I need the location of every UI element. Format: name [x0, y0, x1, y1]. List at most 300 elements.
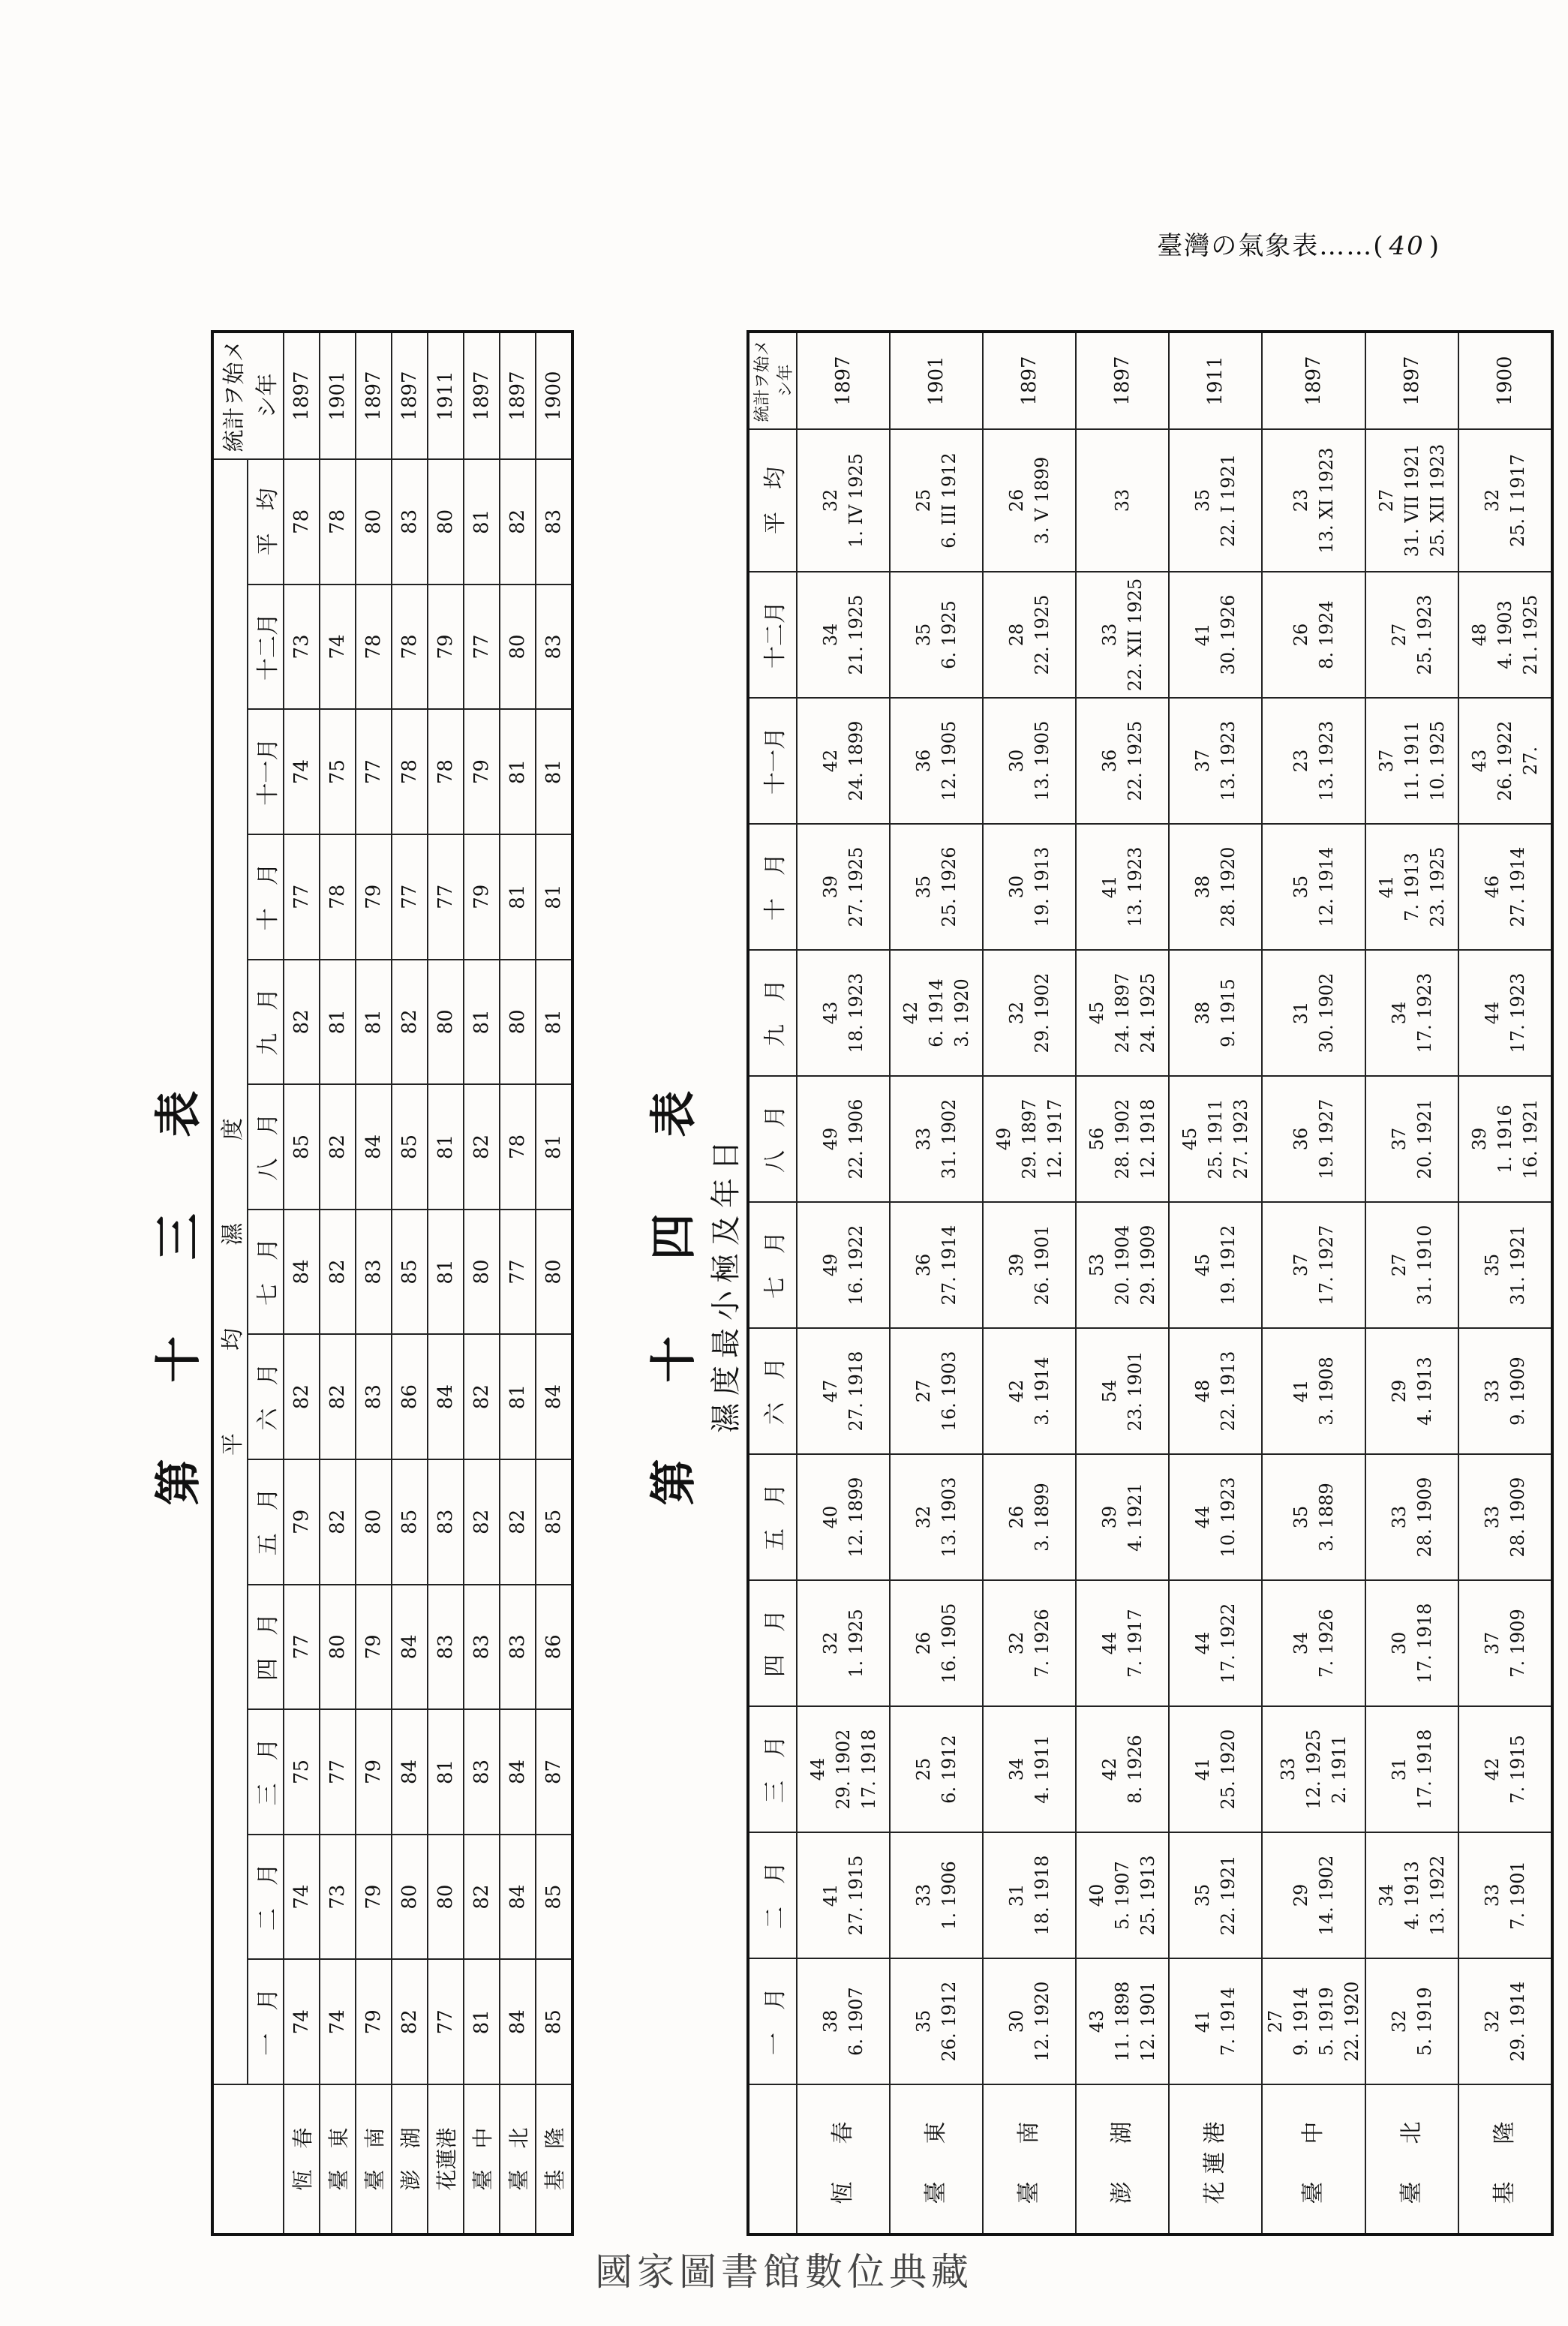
humidity-value: 81 — [500, 1334, 536, 1459]
table13-since-header: 統計ヲ始メシ年 — [212, 332, 284, 459]
humidity-value: 79 — [356, 834, 392, 960]
header-text: 臺灣の氣象表……( — [1157, 231, 1385, 261]
humidity-value: 77 — [500, 1210, 536, 1335]
since-year: 1897 — [392, 332, 428, 459]
humidity-value: 81 — [500, 709, 536, 834]
min-humidity-cell: 33 31. 1902 — [890, 1076, 983, 1202]
min-humidity-cell: 33 28. 1909 — [1458, 1454, 1552, 1580]
humidity-value: 78 — [284, 459, 320, 585]
humidity-value: 80 — [428, 459, 464, 585]
min-humidity-cell: 41 13. 1923 — [1076, 824, 1169, 950]
min-humidity-cell: 30 13. 1905 — [983, 698, 1076, 824]
min-humidity-cell: 36 22. 1925 — [1076, 698, 1169, 824]
humidity-value: 80 — [464, 1210, 500, 1335]
page-number: 40 — [1389, 231, 1425, 261]
table-row — [284, 332, 320, 2234]
humidity-value: 83 — [536, 459, 572, 585]
humidity-value: 85 — [284, 1084, 320, 1210]
min-humidity-cell: 37 20. 1921 — [1365, 1076, 1458, 1202]
table14-corner — [748, 2084, 797, 2234]
since-year: 1900 — [536, 332, 572, 459]
min-humidity-cell: 42 8. 1926 — [1076, 1706, 1169, 1832]
humidity-value: 85 — [392, 1210, 428, 1335]
humidity-value: 78 — [500, 1084, 536, 1210]
humidity-value: 79 — [356, 1709, 392, 1835]
min-humidity-cell: 30 12. 1920 — [983, 1958, 1076, 2084]
table-row — [428, 332, 464, 2234]
table13-body — [284, 332, 572, 2234]
station-name: 臺 北 — [500, 2084, 536, 2234]
table14-header-row — [748, 332, 797, 2234]
humidity-value: 77 — [356, 709, 392, 834]
min-humidity-cell: 44 10. 1923 — [1169, 1454, 1262, 1580]
humidity-value: 80 — [428, 1835, 464, 1960]
min-humidity-cell: 36 19. 1927 — [1262, 1076, 1365, 1202]
humidity-value: 80 — [392, 1835, 428, 1960]
table13-section — [146, 330, 581, 2236]
humidity-value: 83 — [500, 1585, 536, 1710]
min-humidity-cell: 42 7. 1915 — [1458, 1706, 1552, 1832]
min-humidity-cell: 26 3. 1899 — [983, 1454, 1076, 1580]
humidity-value: 83 — [464, 1585, 500, 1710]
min-humidity-cell: 45 25. 1911 27. 1923 — [1169, 1076, 1262, 1202]
humidity-value: 78 — [392, 709, 428, 834]
humidity-value: 82 — [320, 1334, 356, 1459]
min-humidity-cell: 31 17. 1918 — [1365, 1706, 1458, 1832]
min-humidity-cell: 32 29. 1914 — [1458, 1958, 1552, 2084]
since-year: 1901 — [890, 332, 983, 429]
min-humidity-cell: 44 17. 1922 — [1169, 1580, 1262, 1706]
table14-month-header: 十 月 — [748, 824, 797, 950]
station-name: 恆 春 — [284, 2084, 320, 2234]
table13-month-header: 一 月 — [248, 1959, 284, 2084]
table13-month-header: 八 月 — [248, 1084, 284, 1210]
table13-month-header: 九 月 — [248, 960, 284, 1085]
min-humidity-cell: 36 27. 1914 — [890, 1202, 983, 1328]
min-humidity-cell: 48 22. 1913 — [1169, 1328, 1262, 1454]
table-row — [1458, 332, 1552, 2234]
humidity-value: 82 — [464, 1334, 500, 1459]
table14-month-header: 四 月 — [748, 1580, 797, 1706]
min-humidity-cell: 34 17. 1923 — [1365, 950, 1458, 1076]
min-humidity-cell: 54 23. 1901 — [1076, 1328, 1169, 1454]
since-year: 1897 — [284, 332, 320, 459]
min-humidity-cell: 39 27. 1925 — [797, 824, 890, 950]
humidity-value: 84 — [500, 1959, 536, 2084]
table-row — [1365, 332, 1458, 2234]
humidity-value: 84 — [500, 1835, 536, 1960]
table14-section — [641, 330, 1541, 2236]
humidity-value: 81 — [500, 834, 536, 960]
humidity-value: 77 — [428, 1959, 464, 2084]
humidity-value: 82 — [464, 1459, 500, 1585]
humidity-value: 77 — [284, 834, 320, 960]
humidity-value: 80 — [500, 960, 536, 1085]
humidity-value: 85 — [392, 1459, 428, 1585]
table14-month-header: 八 月 — [748, 1076, 797, 1202]
humidity-value: 78 — [320, 834, 356, 960]
table-row — [1262, 332, 1365, 2234]
min-humidity-cell: 25 6. III 1912 — [890, 429, 983, 572]
min-humidity-cell: 23 13. 1923 — [1262, 698, 1365, 824]
humidity-value: 74 — [284, 1835, 320, 1960]
since-year: 1911 — [428, 332, 464, 459]
table-row — [536, 332, 572, 2234]
humidity-value: 81 — [428, 1084, 464, 1210]
min-humidity-cell: 42 24. 1899 — [797, 698, 890, 824]
station-name: 基 隆 — [536, 2084, 572, 2234]
humidity-value: 86 — [392, 1334, 428, 1459]
table13-group-header: 平 均 濕 度 — [212, 459, 248, 2084]
table13-title: 第 十 三 表 — [151, 1060, 206, 1506]
min-humidity-cell: 30 19. 1913 — [983, 824, 1076, 950]
min-humidity-cell: 49 22. 1906 — [797, 1076, 890, 1202]
table13 — [211, 330, 574, 2236]
humidity-value: 81 — [464, 1959, 500, 2084]
since-year: 1911 — [1169, 332, 1262, 429]
humidity-value: 84 — [392, 1709, 428, 1835]
table13-month-header: 七 月 — [248, 1210, 284, 1335]
min-humidity-cell: 27 16. 1903 — [890, 1328, 983, 1454]
min-humidity-cell: 44 7. 1917 — [1076, 1580, 1169, 1706]
humidity-value: 87 — [536, 1709, 572, 1835]
min-humidity-cell: 26 8. 1924 — [1262, 572, 1365, 698]
table14-subtitle: 濕度最小極及年日 — [709, 1133, 743, 1433]
table-row — [320, 332, 356, 2234]
table14-month-header: 十一月 — [748, 698, 797, 824]
humidity-value: 85 — [536, 1959, 572, 2084]
min-humidity-cell: 49 16. 1922 — [797, 1202, 890, 1328]
table14-title: 第 十 四 表 — [646, 1060, 701, 1506]
humidity-value: 75 — [284, 1709, 320, 1835]
min-humidity-cell: 49 29. 1897 12. 1917 — [983, 1076, 1076, 1202]
station-name: 澎 湖 — [392, 2084, 428, 2234]
station-name: 臺 中 — [1262, 2084, 1365, 2234]
since-year: 1897 — [1076, 332, 1169, 429]
humidity-value: 73 — [284, 585, 320, 710]
min-humidity-cell: 39 26. 1901 — [983, 1202, 1076, 1328]
humidity-value: 81 — [320, 960, 356, 1085]
station-name: 臺 北 — [1365, 2084, 1458, 2234]
min-humidity-cell: 41 7. 1914 — [1169, 1958, 1262, 2084]
humidity-value: 86 — [536, 1585, 572, 1710]
table-row — [890, 332, 983, 2234]
min-humidity-cell: 26 16. 1905 — [890, 1580, 983, 1706]
table14-month-header: 七 月 — [748, 1202, 797, 1328]
min-humidity-cell: 29 14. 1902 — [1262, 1832, 1365, 1958]
humidity-value: 83 — [428, 1459, 464, 1585]
station-name: 基 隆 — [1458, 2084, 1552, 2234]
table-row — [500, 332, 536, 2234]
humidity-value: 82 — [284, 960, 320, 1085]
min-humidity-cell: 27 9. 1914 5. 1919 22. 1920 — [1262, 1958, 1365, 2084]
min-humidity-cell: 31 30. 1902 — [1262, 950, 1365, 1076]
humidity-value: 81 — [536, 960, 572, 1085]
page-header — [1157, 225, 1440, 262]
min-humidity-cell: 38 9. 1915 — [1169, 950, 1262, 1076]
min-humidity-cell: 32 7. 1926 — [983, 1580, 1076, 1706]
table14-month-header: 三 月 — [748, 1706, 797, 1832]
since-year: 1897 — [464, 332, 500, 459]
humidity-value: 82 — [392, 1959, 428, 2084]
min-humidity-cell: 48 4. 1903 21. 1925 — [1458, 572, 1552, 698]
min-humidity-cell: 31 18. 1918 — [983, 1832, 1076, 1958]
humidity-value: 77 — [284, 1585, 320, 1710]
min-humidity-cell: 39 4. 1921 — [1076, 1454, 1169, 1580]
min-humidity-cell: 27 25. 1923 — [1365, 572, 1458, 698]
humidity-value: 80 — [428, 960, 464, 1085]
min-humidity-cell: 41 7. 1913 23. 1925 — [1365, 824, 1458, 950]
humidity-value: 83 — [356, 1210, 392, 1335]
humidity-value: 81 — [428, 1709, 464, 1835]
table-row — [464, 332, 500, 2234]
min-humidity-cell: 35 22. 1921 — [1169, 1832, 1262, 1958]
humidity-value: 81 — [464, 459, 500, 585]
min-humidity-cell: 56 28. 1902 12. 1918 — [1076, 1076, 1169, 1202]
station-name: 恆 春 — [797, 2084, 890, 2234]
min-humidity-cell: 38 6. 1907 — [797, 1958, 890, 2084]
min-humidity-cell: 47 27. 1918 — [797, 1328, 890, 1454]
station-name: 花蓮港 — [1169, 2084, 1262, 2234]
humidity-value: 81 — [536, 834, 572, 960]
min-humidity-cell: 35 25. 1926 — [890, 824, 983, 950]
since-year: 1897 — [797, 332, 890, 429]
humidity-value: 74 — [284, 1959, 320, 2084]
humidity-value: 85 — [536, 1835, 572, 1960]
humidity-value: 81 — [428, 1210, 464, 1335]
table-row — [356, 332, 392, 2234]
table13-month-header: 十二月 — [248, 585, 284, 710]
min-humidity-cell: 43 26. 1922 27. — [1458, 698, 1552, 824]
humidity-value: 82 — [320, 1459, 356, 1585]
humidity-value: 83 — [536, 585, 572, 710]
table13-month-header: 三 月 — [248, 1709, 284, 1835]
humidity-value: 78 — [356, 585, 392, 710]
min-humidity-cell: 29 4. 1913 — [1365, 1328, 1458, 1454]
min-humidity-cell: 37 7. 1909 — [1458, 1580, 1552, 1706]
table14-month-header: 五 月 — [748, 1454, 797, 1580]
min-humidity-cell: 35 6. 1925 — [890, 572, 983, 698]
since-year: 1901 — [320, 332, 356, 459]
min-humidity-cell: 46 27. 1914 — [1458, 824, 1552, 950]
humidity-value: 78 — [428, 709, 464, 834]
table13-month-header: 十一月 — [248, 709, 284, 834]
since-year: 1897 — [1262, 332, 1365, 429]
humidity-value: 74 — [320, 1959, 356, 2084]
min-humidity-cell: 32 1. IV 1925 — [797, 429, 890, 572]
min-humidity-cell: 33 22. XII 1925 — [1076, 572, 1169, 698]
humidity-value: 82 — [500, 459, 536, 585]
station-name: 臺 東 — [320, 2084, 356, 2234]
min-humidity-cell: 34 7. 1926 — [1262, 1580, 1365, 1706]
humidity-value: 77 — [392, 834, 428, 960]
table13-month-header: 六 月 — [248, 1334, 284, 1459]
min-humidity-cell: 33 1. 1906 — [890, 1832, 983, 1958]
humidity-value: 79 — [464, 709, 500, 834]
min-humidity-cell: 40 12. 1899 — [797, 1454, 890, 1580]
table14-since-header: 統計ヲ始メシ年 — [748, 332, 797, 429]
min-humidity-cell: 37 13. 1923 — [1169, 698, 1262, 824]
min-humidity-cell: 38 28. 1920 — [1169, 824, 1262, 950]
min-humidity-cell: 41 27. 1915 — [797, 1832, 890, 1958]
min-humidity-cell: 42 6. 1914 3. 1920 — [890, 950, 983, 1076]
min-humidity-cell: 28 22. 1925 — [983, 572, 1076, 698]
min-humidity-cell: 30 17. 1918 — [1365, 1580, 1458, 1706]
min-humidity-cell: 36 12. 1905 — [890, 698, 983, 824]
since-year: 1897 — [500, 332, 536, 459]
min-humidity-cell: 33 7. 1901 — [1458, 1832, 1552, 1958]
min-humidity-cell: 42 3. 1914 — [983, 1328, 1076, 1454]
humidity-value: 78 — [320, 459, 356, 585]
station-name: 臺 南 — [983, 2084, 1076, 2234]
humidity-value: 73 — [320, 1835, 356, 1960]
humidity-value: 82 — [284, 1334, 320, 1459]
station-name: 臺 中 — [464, 2084, 500, 2234]
min-humidity-cell: 32 29. 1902 — [983, 950, 1076, 1076]
humidity-value: 82 — [392, 960, 428, 1085]
min-humidity-cell: 37 17. 1927 — [1262, 1202, 1365, 1328]
humidity-value: 82 — [320, 1210, 356, 1335]
table-row — [392, 332, 428, 2234]
min-humidity-cell: 39 1. 1916 16. 1921 — [1458, 1076, 1552, 1202]
table13-corner — [212, 2084, 284, 2234]
min-humidity-cell: 35 12. 1914 — [1262, 824, 1365, 950]
watermark-footer: 國家圖書館數位典藏 — [595, 2250, 973, 2294]
humidity-value: 78 — [392, 585, 428, 710]
humidity-value: 74 — [320, 585, 356, 710]
humidity-value: 80 — [500, 585, 536, 710]
min-humidity-cell: 43 18. 1923 — [797, 950, 890, 1076]
humidity-value: 77 — [428, 834, 464, 960]
table14-month-header: 一 月 — [748, 1958, 797, 2084]
humidity-value: 82 — [320, 1084, 356, 1210]
table13-month-row — [248, 332, 284, 2234]
humidity-value: 82 — [500, 1459, 536, 1585]
min-humidity-cell: 35 31. 1921 — [1458, 1202, 1552, 1328]
min-humidity-cell: 44 29. 1902 17. 1918 — [797, 1706, 890, 1832]
station-name: 花蓮港 — [428, 2084, 464, 2234]
since-year: 1897 — [1365, 332, 1458, 429]
min-humidity-cell: 26 3. V 1899 — [983, 429, 1076, 572]
table13-month-header: 十 月 — [248, 834, 284, 960]
min-humidity-cell: 41 30. 1926 — [1169, 572, 1262, 698]
humidity-value: 81 — [464, 960, 500, 1085]
humidity-value: 81 — [536, 1084, 572, 1210]
humidity-value: 79 — [428, 585, 464, 710]
humidity-value: 85 — [536, 1459, 572, 1585]
humidity-value: 83 — [428, 1585, 464, 1710]
min-humidity-cell: 37 11. 1911 10. 1925 — [1365, 698, 1458, 824]
humidity-value: 83 — [464, 1709, 500, 1835]
humidity-value: 79 — [284, 1459, 320, 1585]
min-humidity-cell: 33 12. 1925 2. 1911 — [1262, 1706, 1365, 1832]
station-name: 臺 東 — [890, 2084, 983, 2234]
table14-month-header: 二 月 — [748, 1832, 797, 1958]
min-humidity-cell: 27 31. 1910 — [1365, 1202, 1458, 1328]
humidity-value: 84 — [392, 1585, 428, 1710]
min-humidity-cell: 32 25. I 1917 — [1458, 429, 1552, 572]
humidity-value: 79 — [356, 1835, 392, 1960]
table-row — [983, 332, 1076, 2234]
min-humidity-cell: 33 28. 1909 — [1365, 1454, 1458, 1580]
humidity-value: 84 — [500, 1709, 536, 1835]
since-year: 1897 — [983, 332, 1076, 429]
humidity-value: 81 — [356, 960, 392, 1085]
min-humidity-cell: 23 13. XI 1923 — [1262, 429, 1365, 572]
min-humidity-cell: 32 1. 1925 — [797, 1580, 890, 1706]
table14-month-header: 平 均 — [748, 429, 797, 572]
humidity-value: 79 — [356, 1585, 392, 1710]
humidity-value: 80 — [356, 459, 392, 585]
table13-month-header: 二 月 — [248, 1835, 284, 1960]
min-humidity-cell: 34 4. 1911 — [983, 1706, 1076, 1832]
since-year: 1897 — [356, 332, 392, 459]
humidity-value: 75 — [320, 709, 356, 834]
min-humidity-cell: 53 20. 1904 29. 1909 — [1076, 1202, 1169, 1328]
humidity-value: 77 — [464, 585, 500, 710]
table14-month-header: 六 月 — [748, 1328, 797, 1454]
humidity-value: 84 — [356, 1084, 392, 1210]
humidity-value: 82 — [464, 1835, 500, 1960]
table13-month-header: 五 月 — [248, 1459, 284, 1585]
humidity-value: 84 — [428, 1334, 464, 1459]
rotated-content — [146, 330, 1541, 2236]
humidity-value: 83 — [356, 1334, 392, 1459]
min-humidity-cell: 41 25. 1920 — [1169, 1706, 1262, 1832]
table-row — [1076, 332, 1169, 2234]
min-humidity-cell: 32 13. 1903 — [890, 1454, 983, 1580]
humidity-value: 79 — [356, 1959, 392, 2084]
min-humidity-cell: 33 — [1076, 429, 1169, 572]
min-humidity-cell: 35 26. 1912 — [890, 1958, 983, 2084]
table14-body — [797, 332, 1552, 2234]
humidity-value: 84 — [536, 1334, 572, 1459]
humidity-value: 77 — [320, 1709, 356, 1835]
table14-month-header: 十二月 — [748, 572, 797, 698]
humidity-value: 74 — [284, 709, 320, 834]
humidity-value: 85 — [392, 1084, 428, 1210]
station-name: 澎 湖 — [1076, 2084, 1169, 2234]
min-humidity-cell: 34 4. 1913 13. 1922 — [1365, 1832, 1458, 1958]
min-humidity-cell: 33 9. 1909 — [1458, 1328, 1552, 1454]
min-humidity-cell: 44 17. 1923 — [1458, 950, 1552, 1076]
table13-month-header: 平 均 — [248, 459, 284, 585]
humidity-value: 82 — [464, 1084, 500, 1210]
min-humidity-cell: 25 6. 1912 — [890, 1706, 983, 1832]
humidity-value: 80 — [320, 1585, 356, 1710]
min-humidity-cell: 35 22. I 1921 — [1169, 429, 1262, 572]
header-close: ) — [1428, 231, 1440, 261]
table-row — [1169, 332, 1262, 2234]
min-humidity-cell: 32 5. 1919 — [1365, 1958, 1458, 2084]
min-humidity-cell: 27 31. VII 1921 25. XII 1923 — [1365, 429, 1458, 572]
table14-month-header: 九 月 — [748, 950, 797, 1076]
min-humidity-cell: 43 11. 1898 12. 1901 — [1076, 1958, 1169, 2084]
min-humidity-cell: 45 24. 1897 24. 1925 — [1076, 950, 1169, 1076]
humidity-value: 84 — [284, 1210, 320, 1335]
min-humidity-cell: 41 3. 1908 — [1262, 1328, 1365, 1454]
humidity-value: 79 — [464, 834, 500, 960]
table-row — [797, 332, 890, 2234]
humidity-value: 80 — [356, 1459, 392, 1585]
humidity-value: 81 — [536, 709, 572, 834]
humidity-value: 83 — [392, 459, 428, 585]
min-humidity-cell: 45 19. 1912 — [1169, 1202, 1262, 1328]
min-humidity-cell: 34 21. 1925 — [797, 572, 890, 698]
min-humidity-cell: 40 5. 1907 25. 1913 — [1076, 1832, 1169, 1958]
min-humidity-cell: 35 3. 1889 — [1262, 1454, 1365, 1580]
humidity-value: 80 — [536, 1210, 572, 1335]
